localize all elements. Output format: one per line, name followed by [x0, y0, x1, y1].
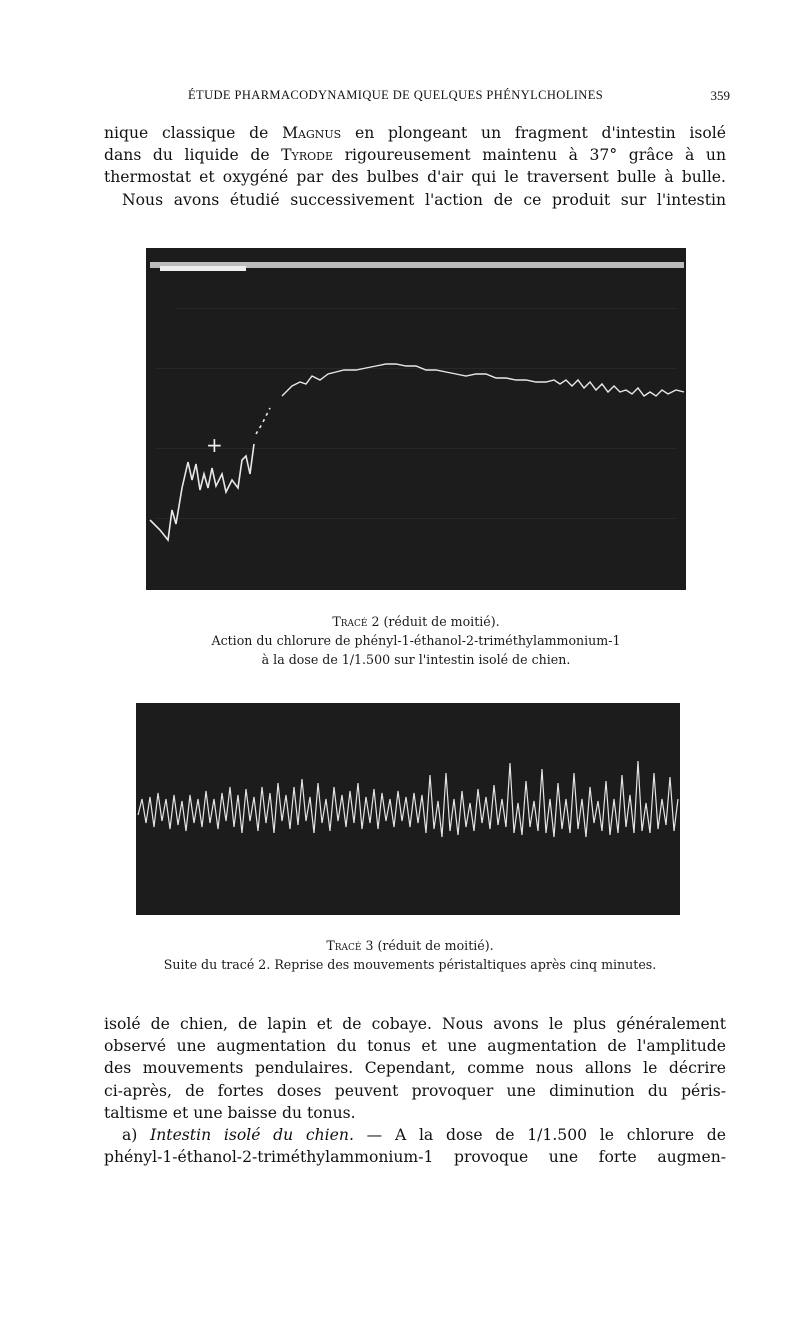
text-line: a) Intestin isolé du chien. — A la dose de 1/1.500 le chlorure de [122, 1126, 726, 1145]
author-name-tyrode: Tyrode [281, 146, 333, 165]
caption-line: à la dose de 1/1.500 sur l'intestin isolé de chien. [261, 652, 571, 667]
caption-title: Tracé 3 (réduit de moitié). [326, 938, 494, 953]
text-line: ci-après, de fortes doses peuvent provoquer une diminution du péris- [104, 1081, 726, 1100]
trace-2-caption [146, 612, 686, 669]
text-line: isolé de chien, de lapin et de cobaye. Nous avons le plus généralement [104, 1015, 726, 1033]
running-header [104, 88, 734, 108]
text-line: taltisme et une baisse du tonus. [104, 1103, 356, 1122]
text-line: Nous avons étudié successivement l'action de ce produit sur l'intestin [122, 190, 726, 209]
trace-2-kymograph [146, 248, 686, 590]
running-title: ÉTUDE PHARMACODYNAMIQUE DE QUELQUES PHÉNYLCHOLINES [188, 88, 604, 102]
page-number: 359 [710, 88, 730, 103]
trace-3-caption [100, 936, 720, 974]
text-line: observé une augmentation du tonus et une augmentation de l'amplitude [104, 1037, 726, 1056]
text-line: thermostat et oxygéné par des bulbes d'air qui le traversent bulle à bulle. [104, 168, 726, 187]
caption-line: Action du chlorure de phényl-1-éthanol-2-triméthylammonium-1 [211, 633, 621, 648]
text-line: phényl-1-éthanol-2-triméthylammonium-1 provoque une forte augmen- [104, 1148, 726, 1167]
trace-3-kymograph [136, 703, 680, 915]
caption-line: Suite du tracé 2. Reprise des mouvements péristaltiques après cinq minutes. [163, 957, 657, 972]
section-heading: Intestin isolé du chien. [150, 1126, 354, 1145]
text-line: des mouvements pendulaires. Cependant, comme nous allons le décrire [104, 1059, 726, 1078]
trace-2-figure [146, 248, 686, 590]
top-paragraph [104, 122, 726, 211]
author-name-magnus: Magnus [282, 124, 342, 142]
bottom-paragraph [104, 1013, 726, 1168]
text-line: dans du liquide de Tyrode rigoureusement maintenu à 37° grâce à un [104, 146, 726, 165]
text-line: nique classique de Magnus en plongeant un fragment d'intestin isolé [104, 124, 726, 142]
trace-3-figure [136, 703, 680, 915]
caption-title: Tracé 2 (réduit de moitié). [332, 614, 500, 629]
injection-marker: + [206, 433, 223, 457]
